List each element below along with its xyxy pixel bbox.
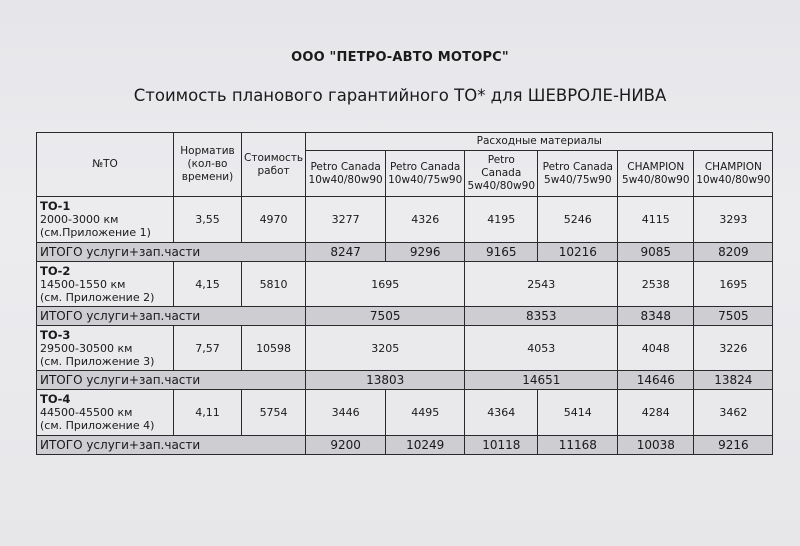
oil-column-header: Petro Canada 10w40/75w90 xyxy=(386,151,465,197)
oil-column-header: Petro Canada 5w40/80w90 xyxy=(465,151,538,197)
total-label: ИТОГО услуги+зап.части xyxy=(37,243,306,262)
total-row-to3 xyxy=(37,371,773,390)
stage-mileage: 2000-3000 км xyxy=(40,213,119,226)
total-row-to1 xyxy=(37,243,773,262)
parts-value: 2543 xyxy=(465,262,618,307)
parts-value: 3446 xyxy=(306,390,386,436)
parts-value: 5414 xyxy=(538,390,618,436)
total-value: 14646 xyxy=(618,371,694,390)
stage-code: ТО-1 xyxy=(40,199,71,213)
total-value: 9085 xyxy=(618,243,694,262)
stage-mileage: 14500-1550 км xyxy=(40,277,126,291)
parts-value: 4195 xyxy=(465,197,538,243)
parts-value: 3205 xyxy=(306,326,465,371)
parts-value: 4495 xyxy=(386,390,465,436)
work-cost-value: 5754 xyxy=(242,390,306,436)
total-value: 8348 xyxy=(618,307,694,326)
parts-value: 4053 xyxy=(465,326,618,371)
total-value: 7505 xyxy=(694,307,773,326)
work-cost-value: 4970 xyxy=(242,197,306,243)
norm-value: 4,15 xyxy=(174,262,242,307)
parts-value: 3462 xyxy=(694,390,773,436)
stage-code: ТО-3 xyxy=(40,327,71,342)
total-value: 10216 xyxy=(538,243,618,262)
stage-cell xyxy=(37,326,174,371)
total-value: 9165 xyxy=(465,243,538,262)
oil-column-header: CHAMPION 10w40/80w90 xyxy=(694,151,773,197)
parts-value: 2538 xyxy=(618,262,694,307)
total-value: 8353 xyxy=(465,307,618,326)
header-row-top xyxy=(37,133,773,151)
total-value: 9216 xyxy=(694,436,773,455)
table-row-to3 xyxy=(37,326,773,371)
total-row-to4 xyxy=(37,436,773,455)
oil-column-header: CHAMPION 5w40/80w90 xyxy=(618,151,694,197)
stage-appendix-ref: (см. Приложение 4) xyxy=(40,419,155,432)
parts-value: 4048 xyxy=(618,326,694,371)
parts-value: 3293 xyxy=(694,197,773,243)
total-value: 10249 xyxy=(386,436,465,455)
total-value: 9200 xyxy=(306,436,386,455)
work-cost-value: 10598 xyxy=(242,326,306,371)
stage-mileage: 29500-30500 км xyxy=(40,341,133,355)
document-title: Стоимость планового гарантийного ТО* для ШЕВРОЛЕ-НИВА xyxy=(133,86,667,105)
stage-cell xyxy=(37,197,174,243)
norm-value: 4,11 xyxy=(174,390,242,436)
parts-value: 4326 xyxy=(386,197,465,243)
parts-value: 4364 xyxy=(465,390,538,436)
parts-value: 4115 xyxy=(618,197,694,243)
parts-value: 3277 xyxy=(306,197,386,243)
norm-value: 3,55 xyxy=(174,197,242,243)
parts-value: 1695 xyxy=(306,262,465,307)
stage-code: ТО-2 xyxy=(40,263,71,278)
total-value: 11168 xyxy=(538,436,618,455)
stage-code: ТО-4 xyxy=(40,392,71,406)
price-table xyxy=(36,132,773,455)
header-cost: Стоимость работ xyxy=(242,133,306,197)
stage-mileage: 44500-45500 км xyxy=(40,406,133,419)
total-label: ИТОГО услуги+зап.части xyxy=(37,436,306,455)
total-value: 9296 xyxy=(386,243,465,262)
stage-appendix-ref: (см. Приложение 3) xyxy=(40,354,155,368)
total-value: 13824 xyxy=(694,371,773,390)
stage-appendix-ref: (см.Приложение 1) xyxy=(40,226,151,239)
header-stage: №ТО xyxy=(37,133,174,197)
oil-column-header: Petro Canada 10w40/80w90 xyxy=(306,151,386,197)
parts-value: 5246 xyxy=(538,197,618,243)
stage-cell xyxy=(37,262,174,307)
total-value: 14651 xyxy=(465,371,618,390)
header-norm: Норматив (кол-во времени) xyxy=(174,133,242,197)
stage-cell xyxy=(37,390,174,436)
table-row-to1 xyxy=(37,197,773,243)
total-label: ИТОГО услуги+зап.части xyxy=(37,371,306,390)
work-cost-value: 5810 xyxy=(242,262,306,307)
total-value: 13803 xyxy=(306,371,465,390)
header-consumables: Расходные материалы xyxy=(306,133,773,151)
total-value: 10118 xyxy=(465,436,538,455)
total-label: ИТОГО услуги+зап.части xyxy=(37,307,306,326)
parts-value: 4284 xyxy=(618,390,694,436)
total-value: 7505 xyxy=(306,307,465,326)
norm-value: 7,57 xyxy=(174,326,242,371)
oil-column-header: Petro Canada 5w40/75w90 xyxy=(538,151,618,197)
parts-value: 1695 xyxy=(694,262,773,307)
total-value: 10038 xyxy=(618,436,694,455)
company-name: ООО "ПЕТРО-АВТО МОТОРС" xyxy=(291,50,509,65)
table-row-to2 xyxy=(37,262,773,307)
total-row-to2 xyxy=(37,307,773,326)
total-value: 8247 xyxy=(306,243,386,262)
stage-appendix-ref: (см. Приложение 2) xyxy=(40,290,155,304)
table-row-to4 xyxy=(37,390,773,436)
parts-value: 3226 xyxy=(694,326,773,371)
total-value: 8209 xyxy=(694,243,773,262)
